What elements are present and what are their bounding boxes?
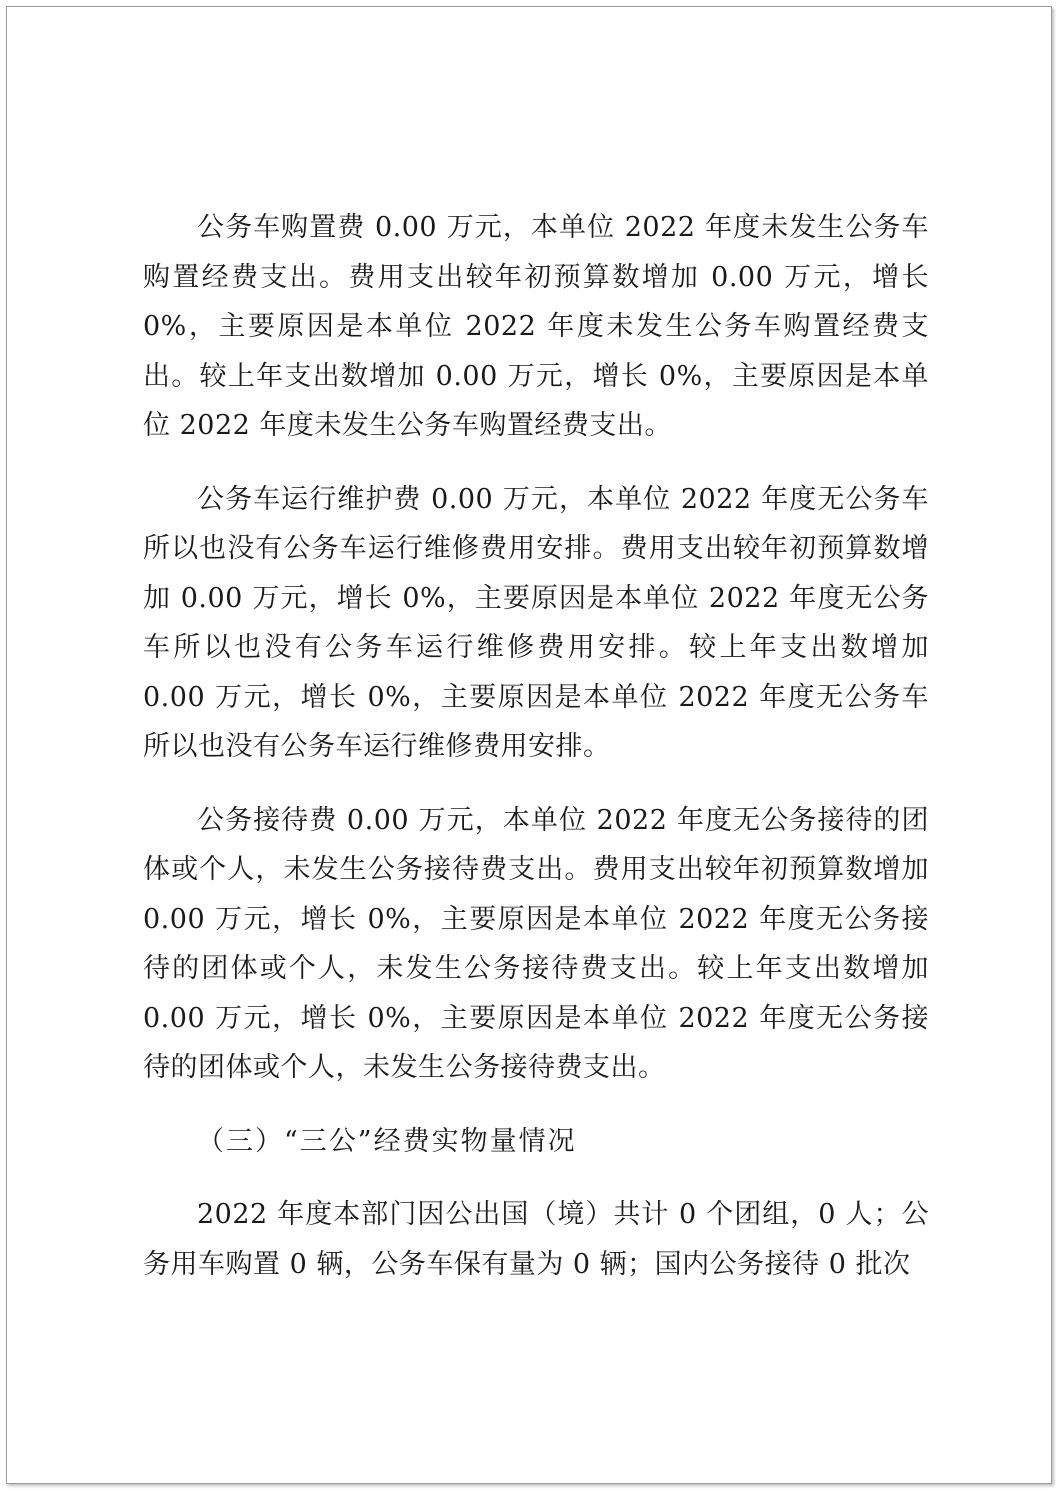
paragraph-official-reception: 公务接待费 0.00 万元，本单位 2022 年度无公务接待的团体或个人，未发生公务接待费支出。费用支出较年初预算数增加 0.00 万元，增长 0%，主要原因是本单位 2022 年度无公务接待的团体或个人，未发生公务接待费支出。较上年支出数增加 0.00 万元，增长 0%，主要原因是本单位 2022 年度无公务接待的团体或个人，未发生公务接待费支出。 — [143, 804, 929, 1083]
paragraph-vehicle-maintenance: 公务车运行维护费 0.00 万元，本单位 2022 年度无公务车所以也没有公务车运行维修费用安排。费用支出较年初预算数增加 0.00 万元，增长 0%，主要原因是本单位 2022 年度无公务车所以也没有公务车运行维修费用安排。较上年支出数增加 0.00 万元，增长 0%，主要原因是本单位 2022 年度无公务车所以也没有公务车运行维修费用安排。 — [143, 483, 929, 762]
document-body — [143, 203, 929, 1289]
paragraph-physical-quantity: 2022 年度本部门因公出国（境）共计 0 个团组，0 人；公务用车购置 0 辆，公务车保有量为 0 辆；国内公务接待 0 批次 — [143, 1199, 929, 1280]
section-heading: （三）“三公”经费实物量情况 — [197, 1125, 577, 1157]
paragraph-vehicle-purchase: 公务车购置费 0.00 万元，本单位 2022 年度未发生公务车购置经费支出。费用支出较年初预算数增加 0.00 万元，增长 0%，主要原因是本单位 2022 年度未发生公务车购置经费支出。较上年支出数增加 0.00 万元，增长 0%，主要原因是本单位 2022 年度未发生公务车购置经费支出。 — [143, 212, 929, 441]
document-page — [6, 6, 1052, 1484]
